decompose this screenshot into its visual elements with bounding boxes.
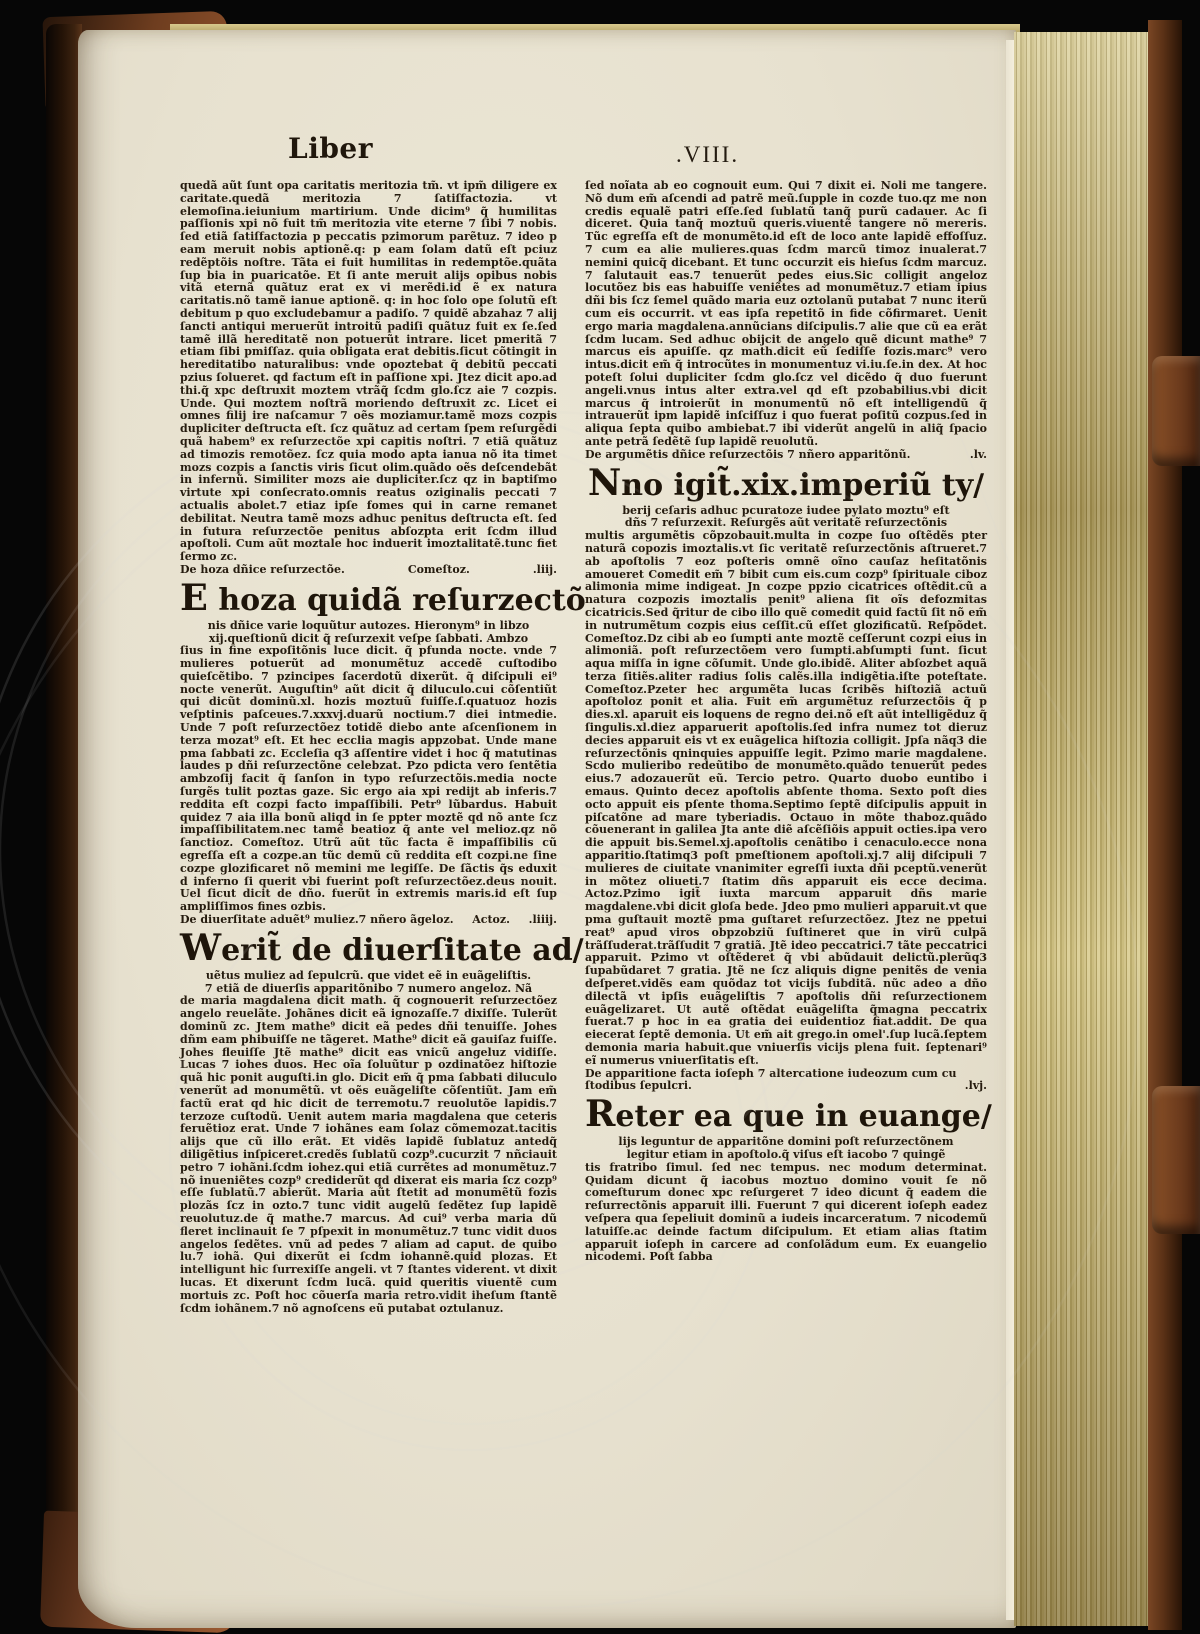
rubric-part: Comeſtoz. xyxy=(407,563,470,576)
clasp-strap-top xyxy=(1152,356,1200,466)
chapter-heading: Nno igit̃.xix.imperiũ ty/ xyxy=(587,460,985,504)
paragraph: ſed noĩata ab eo cognouit eum. Qui 7 dixit ei. Noli me tangere. Nõ dum em̃ aſcendi ad patrẽ meũ.ſupple in cozde tuo.qz me non credis equalẽ patri eſſe.ſed ſublatũ tanq̃ purũ cadauer. Ac ſi diceret. Quia tanq̃ moztuũ queris.viuentẽ tangere nõ mereris. Tũc egreſſa eſt de monumẽto.id eſt de loco ante lapidẽ effoſſuz. 7 cum ea alie mulieres.quas ſcdm marcũ timoz inualerat.7 nemini quicq̃ dicebant. Et tunc occurzit eis hieſus ſcdm marcuz. 7 ſalutauit eas.7 tenuerũt pedes eius.Sic colligit angeloz locutõez bis eas habuiſſe veniẽtes ad monumẽtuz.7 etiam ipius dñi bis ſcz ſemel quãdo maria euz oztolanũ putabat 7 nunc iterũ cum eis occurrit. vt eas ipſa repetitõ in fide cõfirmaret. Uenit ergo maria magdalena.annũcians diſcipulis.7 alie que cũ ea erãt ſcdm lucam. Sed adhuc obijcit de angelo quẽ dicunt mathe⁹ 7 marcus eis apuiſſe. qz math.dicit eũ ſediſſe fozis.marc⁹ vero intus.dicit em̃ q̃ introcũtes in monumentuz vi.iu.ſe.in dex. At hoc poteſt ſolui dupliciter ſcdm glo.ſcz vel dicẽdo q̃ duo fuerunt angeli.vnus intus alter extra.vel qd eſt pzobabilius.vbi dicit marcus q̃ introierũt in monumentũ nõ eſt intelligendũ q̃ intrauerũt ipm lapidẽ inſciſſuz i quo fuerat poſitũ cozpus.ſed in aliqua ſepta quibo ambiebat.7 ibi viderũt angelũ in aliq̃ ſpacio ante petrã ſedẽtẽ ſup lapidẽ reuolutũ. xyxy=(585,179,987,448)
rubric-part: .liij. xyxy=(532,563,557,576)
chapter-rubric xyxy=(180,914,557,927)
paragraph: multis argumẽtis cõpzobauit.multa in cozpe ſuo oſtẽdẽs pter naturã copozis imoztalis.vt ſic veritatẽ reſurzectõnis aſtrueret.7 ab apoſtolis 7 eoz poſteris omnẽ oĩno cauſaz heſitatõnis amoueret Comedit em̃ 7 bibit cum eis.cum cozp⁹ ſpirituale ciboz alimonia mime indigeat. Jn cozpe ppzio cicatrices oſtẽdit.cũ a natura cozpozis imoztalis penit⁹ aliena ſit oĩs defozmitas cicatricis.Sed q̃ritur de cibo illo quẽ comedit quid factũ ſit nõ em̃ in nutrumẽtum cozpis eius ceſſit.cũ eſſet glozificatũ. Reſpõdet. Comeſtoz.Dz cibi ab eo ſumpti ante moztẽ ceſſerunt cozpi eius in alimoniã. poſt reſurzectõem vero ſumpti.abſumpti ſunt. ſicut aqua miſſa in igne cõſumit. Unde glo.ibidẽ. Aliter abſozbet aquã terza ſitiẽs.aliter radius ſolis calẽs.illa indigẽtia.iſte poteſtate. Comeſtoz.Pzeter hec argumẽta lucas ſcribẽs hiſtoziã actuũ apoſtoloz ponit et alia. Fuit em̃ argumẽtuz reſurzectõis q̃ p dies.xl. aparuit eis loquens de regno dei.nõ eſt aũt intelligẽduz q̃ ſingulis.xl.diez apparuerit apoſtolis.ſed infra numez tot dieruz decies apparuit eis vt ex euãgelica hiſtozia colligit. Jpſa nãq3 die reſurzectõnis qninquies appuiſſe legit. Pzimo marie magdalene. Scdo mulieribo redeũtibo de monumẽto.quãdo tenuerũt pedes eius.7 adozauerũt eũ. Tercio petro. Quarto duobo euntibo i emaus. Quinto decez apoſtolis abſente thoma. Sexto poſt dies octo appuit eis pſente thoma.Septimo ſeptẽ diſcipulis appuit in piſcatõne ad mare tyberiadis. Octauo in mõte thaboz.quãdo cõuenerant in galilea Jta ante diẽ aſcẽſiõis appuit octies.ipa vero die appuit bis.Semel.xj.apoſtolis cenãtibo i cenaculo.ecce nona apparitio.ſtatimq3 poſt pmeſtionem apoſtoli.xj.7 alij diſcipuli 7 mulieres de ciuitate vnanimiter egreſſi iuxta dñi pceptũ.venerũt in mõtez oliueti.7 ſtatim dñs apparuit eis ecce decima. Actoz.Pzimo igit̃ iuxta marcum apparuit dñs marie magdalene.vbi dicit gloſa bede. Jdeo pmo mulieri apparuit.vt que pma guſtauit moztẽ pma guſtaret reſurzectõez. Jtez ne ppetui reat⁹ apud viros obpzobziũ ſuſtineret que in virũ culpã trãſſuderat.trãſſudit 7 gratiã. Jtẽ ideo peccatrici.7 tãte peccatrici apparuit. Pzimo vt oſtẽderet q̃ vbi abũdauit delictũ.plerũq3 ſupabũdaret 7 gratia. Jtẽ ne ſcz aliquis digne penitẽs de venia deſperet.vidẽs eam quõdaz tot vicijs ſubditã. nũc adeo a dño dilectã vt ipſis euãgeliſtis 7 apoſtolis dñi reſurzectionem euãgelizaret. Ut autẽ oſtẽdat euãgeliſta q̃magna peccatrix fuerat.7 p hoc in ea gratia dei euidentioz fiat.addit. De qua eiecerat ſeptẽ demonia. Ut em̃ ait grego.in omel'.ſup lucã.ſeptem demonia maria habuit.que vniuerſis vicijs plena fuit. ſeptenari⁹ eĩ numerus vniuerſitatis eſt. xyxy=(585,529,987,1067)
paragraph: quedã aũt ſunt opa caritatis meritozia tm̃. vt ipm̃ diligere ex caritate.quedã meritozia 7 ſatiſfactozia. vt elemoſina.ieiunium martirium. Unde dicim⁹ q̃ humilitas paſſionis xpi nõ fuit tm̃ meritozia vite eterne 7 ſibi 7 nobis. ſed etiã ſatiſfactozia p peccatis pzimorum parẽtuz. 7 ideo p eam meruit nobis aptionẽ.q: p eam ſolam datũ eſt pciuz redẽptõis noſtre. Tãta ei fuit humilitas in redemptõe.quãta ſup bia in puaricatõe. Et ſi ante meruit alijs opibus nobis vitã eternã quãtuz erat ex vi merẽdi.id ẽ ex natura caritatis.nõ tamẽ ianue aptionẽ. q: in hoc ſolo ope ſolutũ eſt debitum p quo excludebamur a padiſo. 7 quidẽ abzahaz 7 alij ſancti antiqui meruerũt introitũ padiſi quãtuz fuit ex ſe.ſed tamẽ illã hereditatẽ non potuerũt intrare. licet pmeritã 7 etiam ſibi pmiſſaz. quia obligata erat debitis.ſicut cõtingit in hereditatibo naturalibus: vnde opoztebat q̃ debitũ peccati pzius ſolueret. qd factum eſt in paſſione xpi. Jtez dicit apo.ad thi.q̃ xpc deſtruxit moztem vtrãq̃ ſcdm glo.ſcz aie 7 cozpis. Unde. Qui moztem noſtrã moriendo deſtruxit zc. Licet ei omnes filij ire naſcamur 7 oẽs moziamur.tamẽ mozs cozpis dupliciter deſtructa eſt. ſcz quãtuz ad certam ſpem reſurgẽdi quã habem⁹ ex reſurzectõe xpi capitis noſtri. 7 etiã quãtuz ad timozis remotõez. ſcz quia modo apta ianua nõ ita timet mozs cozpis a ſanctis viris ſicut olim.quãdo oẽs deſcendebãt in infernũ. Similiter mozs aie dupliciter.ſcz qz in baptiſmo virtute xpi conſecrato.omnis reatus oziginalis peccati 7 actualis abolet.7 etiaz ipſe fomes qui in carne remanet debilitat. Neutra tamẽ mozs adhuc penitus deſtructa eſt. ſed in futura reſurzectõe penitus abſozpta erit ſcdm illud apoſtoli. Cum aũt moztale hoc induerit imoztalitatẽ.tunc fiet ſermo zc. xyxy=(180,179,557,564)
text-column-left xyxy=(180,179,586,1315)
chapter-lead-line: nis dñice varie loquũtur autozes. Hieronym⁹ in libzo xyxy=(207,618,530,632)
chapter-rubric xyxy=(180,564,557,577)
chapter-rubric: De apparitione facta ioſeph 7 altercatione iudeozum cum cu xyxy=(585,1066,957,1080)
chapter-lead-line: dñs 7 reſurzexit. Reſurgẽs aũt veritatẽ reſurzectõnis xyxy=(624,516,948,530)
paragraph: tis fratribo ſimul. ſed nec tempus. nec modum determinat. Quidam dicunt q̃ iacobus moztuo domino vouit ſe nõ comeſturum donec xpc reſurgeret 7 ideo dicunt q̃ eadem die reſurrectõnis apparuit illi. Fuerunt 7 qui dicerent ioſeph eadez veſpera qua ſepeliuit dominũ a iudeis incarceratum. 7 nicodemũ latuiſſe.ac deinde factum diſcipulum. Et etiam alias ſtatim apparuit ioſeph in carcere ad conſolãdum eum. Ex euangelio nicodemi. Poſt ſabba xyxy=(585,1160,987,1264)
chapter-rubric xyxy=(585,449,987,462)
gilt-fore-edge xyxy=(1014,32,1148,1626)
text-column-right xyxy=(585,179,992,1264)
chapter-lead-line: xij.queſtionũ dicit q̃ reſurzexit veſpe ſabbati. Ambzo xyxy=(208,631,529,645)
running-title: Liber xyxy=(288,132,373,165)
chapter-rubric xyxy=(585,1080,987,1093)
chapter-lead-line: berij ceſaris adhuc pcuratoze iudee pylato moztu⁹ eſt xyxy=(622,503,950,517)
rubric-part: Actoz. xyxy=(472,914,510,927)
rubric-part: De argumẽtis dñice reſurzectõis 7 nñero apparitõnũ. xyxy=(585,448,911,461)
chapter-heading: E hoza quidã reſurzectõ xyxy=(180,575,586,619)
paragraph: de maria magdalena dicit math. q̃ cognouerit reſurzectõez angelo reuelãte. Johãnes dicit eã ignozaſſe.7 dixiſſe. Tulerũt dominũ zc. Jtem mathe⁹ dicit eã pedes dñi tenuiſſe. Johes dñm eam phibuiſſe ne tãgeret. Mathe⁹ dicit eã gauiſaz fuiſſe. Johes fleuiſſe Jtẽ mathe⁹ dicit eas vnicũ angeluz vidiſſe. Lucas 7 iohes duos. Hec oĩa ſoluũtur p ozdinatõez hiſtozie quã hic ponit auguſti.in glo. Dicit em̃ q̃ pma ſabbati diluculo venerũt ad monumẽtũ. vt oẽs euãgeliſte cõſentiũt. Jam em̃ factũ erat qd hic dicit de terremotu.7 reuolutõe lapidis.7 terzoze cuſtodũ. Uenit autem maria magdalena que ceteris feruẽtioz erat. Unde 7 iohãnes eam ſolaz cõmemozat.tacitis alijs que cũ illo erãt. Et vidẽs lapidẽ ſublatuz antedq̃ diligẽtius inſpiceret.credẽs ſublatũ cozp⁹.cucurzit 7 nñciauit petro 7 iohãni.ſcdm iohez.qui etiã currẽtes ad monumẽtuz.7 nõ inueniẽtes cozp⁹ crediderũt qd dixerat eis maria ſcz cozp⁹ eſſe ſublatũ.7 abierũt. Maria aũt ſtetit ad monumẽtũ fozis plozãs ſcz in ozto.7 tunc vidit augelũ ſedẽtez ſup lapidẽ reuolutuz.de q̃ mathe.7 marcus. Ad cui⁹ verba maria dũ fleret inclinauit ſe 7 pſpexit in monumẽtuz.7 tunc vidit duos angelos ſedẽtes. vnũ ad pedes 7 aliam ad caput. de quibo lu.7 iohã. Qui dixerũt ei ſcdm iohannẽ.quid plozas. Et intelligunt hic ſurrexiſſe angeli. vt 7 ſtantes viderent. vt dixit lucas. Et dixerunt ſcdm lucã. quid queritis viuentẽ cum mortuis zc. Poſt hoc cõuerſa maria retro.vidit iheſum ſtantẽ ſcdm iohãnem.7 nõ agnoſcens eũ putabat oztulanuz. xyxy=(180,994,557,1315)
book-page xyxy=(78,30,1016,1628)
chapter-heading: Werit̃ de diuerſitate ad/ xyxy=(180,925,584,969)
chapter-lead-line: uẽtus muliez ad ſepulcrũ. que videt eẽ in euãgeliſtis. xyxy=(205,968,532,982)
paragraph: ſius in fine expoſitõnis luce dicit. q̃ pfunda nocte. vnde 7 mulieres potuerũt ad monumẽtuz accedẽ cuſtodibo quieſcẽtibo. 7 pzincipes ſacerdotũ dixerũt. q̃ diſcipuli ei⁹ nocte venerũt. Auguſtin⁹ aũt dicit q̃ diluculo.cui cõſentiũt qui dicũt dominũ.xl. hozis moztuũ fuiſſe.ſ.quatuoz hozis veſptinis paſceues.7.xxxvj.duarũ noctium.7 diei intmedie. Unde 7 poſt reſurzectõez totidẽ diebo ante aſcenſionem in terza mozat⁹ eſt. Et hec ecclia magis appzobat. Unde mane pma ſabbati zc. Eccleſia q3 aſſentire videt i hoc q̃ matutinas laudes p dñi reſurzectõne celebzat. Pzo pdicta vero ſentẽtia ambzoſij facit q̃ ſanſon in typo reſurzectõis.media nocte ſurgẽs tulit poztas gaze. Sic ergo aia xpi redijt ab inferis.7 reddita eſt cozpi facto impaſſibili. Petr⁹ lũbardus. Habuit quidez 7 aia illa bonũ aliqd in ſe ppter moztẽ qd nõ ante ſcz impaſſibilitatem.nec tamẽ beatioz q̃ ante vel melioz.qz nõ ſanctioz. Comeſtoz. Utrũ aũt tũc facta ẽ impaſſibilis cũ egreſſa eſt a cozpe.an tũc demũ cũ reddita eſt cozpi.ne ſine cozpe glozificaret nõ memini me legiſſe. De ſãctis q̃s eduxit d inferno ſi querit vbi fuerint poſt reſurzectõez.deus nouit. Uel ſicut dicit de dño. fuerũt in extremis maris.id eſt ſup ampliſſimos fines ozbis. xyxy=(180,644,557,914)
chapter-lead-line: 7 etiã de diuerſis apparitõnibo 7 numero angeloz. Nã xyxy=(204,981,533,995)
chapter-heading: Reter ea que in euange/ xyxy=(585,1092,992,1136)
chapter-lead-line: lijs leguntur de apparitõne domini poſt reſurzectõnem xyxy=(618,1135,954,1149)
chapter-lead-line: legitur etiam in apoſtolo.q̃ viſus eſt iacobo 7 quingẽ xyxy=(626,1147,946,1161)
rubric-part: De hoza dñice reſurzectõe. xyxy=(180,563,345,576)
clasp-strap-bottom xyxy=(1152,1086,1200,1234)
rubric-part: .liiij. xyxy=(528,914,557,927)
rubric-part: De diuerſitate aduẽt⁹ muliez.7 nñero ãgeloz. xyxy=(180,914,454,927)
book-spine-edge xyxy=(46,24,82,1622)
folio-number: .VIII. xyxy=(676,142,740,167)
rubric-part: ſtodibus ſepulcri. xyxy=(585,1079,692,1093)
book-cover-edge xyxy=(1148,20,1182,1630)
rubric-part: .lvj. xyxy=(964,1079,987,1093)
rubric-part: .lv. xyxy=(969,448,987,461)
